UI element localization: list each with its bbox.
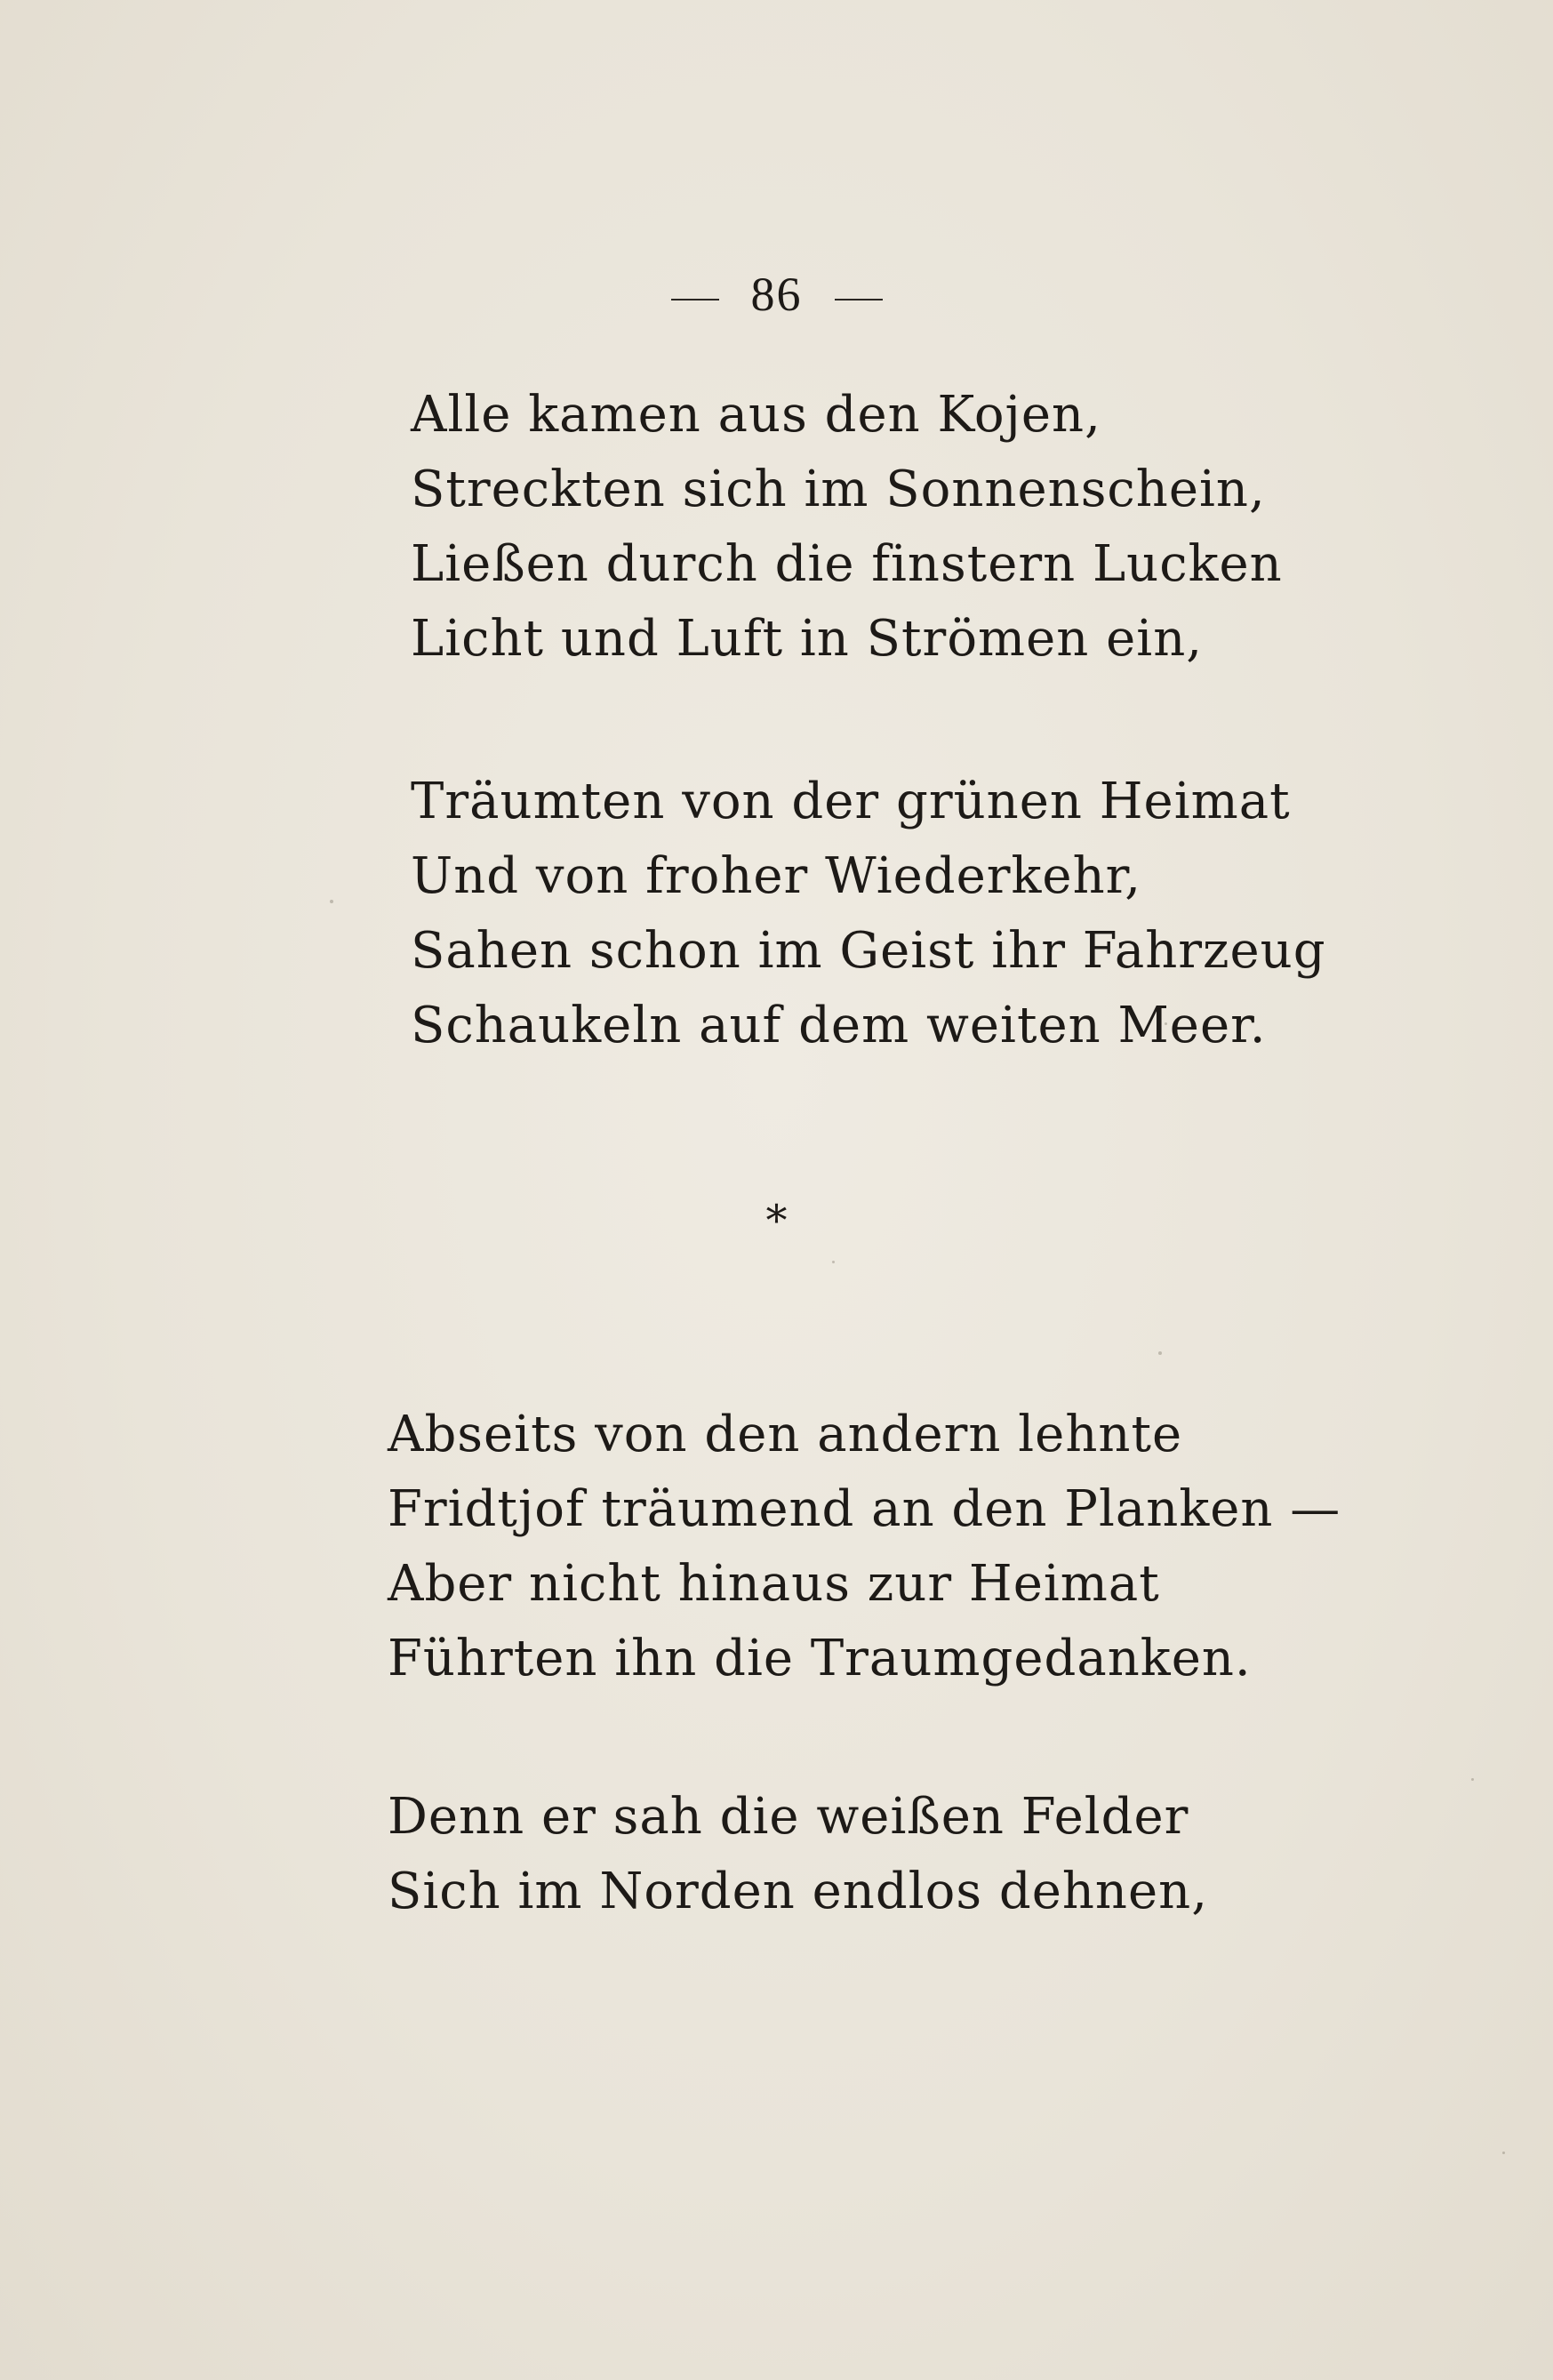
verse-line: Licht und Luft in Strömen ein, (411, 610, 1204, 668)
paper-speck (832, 1261, 835, 1263)
verse-line: Träumten von der grünen Heimat (411, 773, 1291, 830)
paper-speck (330, 900, 333, 903)
stanza (411, 378, 1283, 677)
stanza (388, 1398, 1341, 1696)
page-number: 86 (750, 268, 803, 321)
verse-line: Führten ihn die Traumgedanken. (388, 1630, 1252, 1687)
page-number-header (0, 267, 1553, 322)
header-dash-left (671, 299, 719, 301)
paper-speck (1158, 1351, 1162, 1355)
header-dash-right (835, 299, 883, 301)
verse-line: Alle kamen aus den Kojen, (411, 386, 1101, 444)
verse-line: Denn er sah die weißen Felder (388, 1788, 1189, 1846)
paper-speck (1471, 1778, 1474, 1781)
stanza (411, 765, 1326, 1063)
verse-line: Aber nicht hinaus zur Heimat (388, 1555, 1160, 1613)
verse-line: Schaukeln auf dem weiten Meer. (411, 997, 1267, 1054)
stanza (388, 1780, 1208, 1929)
verse-line: Und von froher Wiederkehr, (411, 847, 1142, 905)
verse-line: Sich im Norden endlos dehnen, (388, 1863, 1209, 1920)
verse-line: Streckten sich im Sonnenschein, (411, 461, 1266, 518)
verse-line: Fridtjof träumend an den Planken — (388, 1480, 1341, 1538)
section-separator-asterisk: * (765, 1196, 788, 1246)
paper-speck (1502, 2152, 1505, 2154)
verse-line: Ließen durch die finstern Lucken (411, 535, 1283, 593)
verse-line: Abseits von den andern lehnte (388, 1406, 1183, 1463)
verse-line: Sahen schon im Geist ihr Fahrzeug (411, 922, 1326, 980)
